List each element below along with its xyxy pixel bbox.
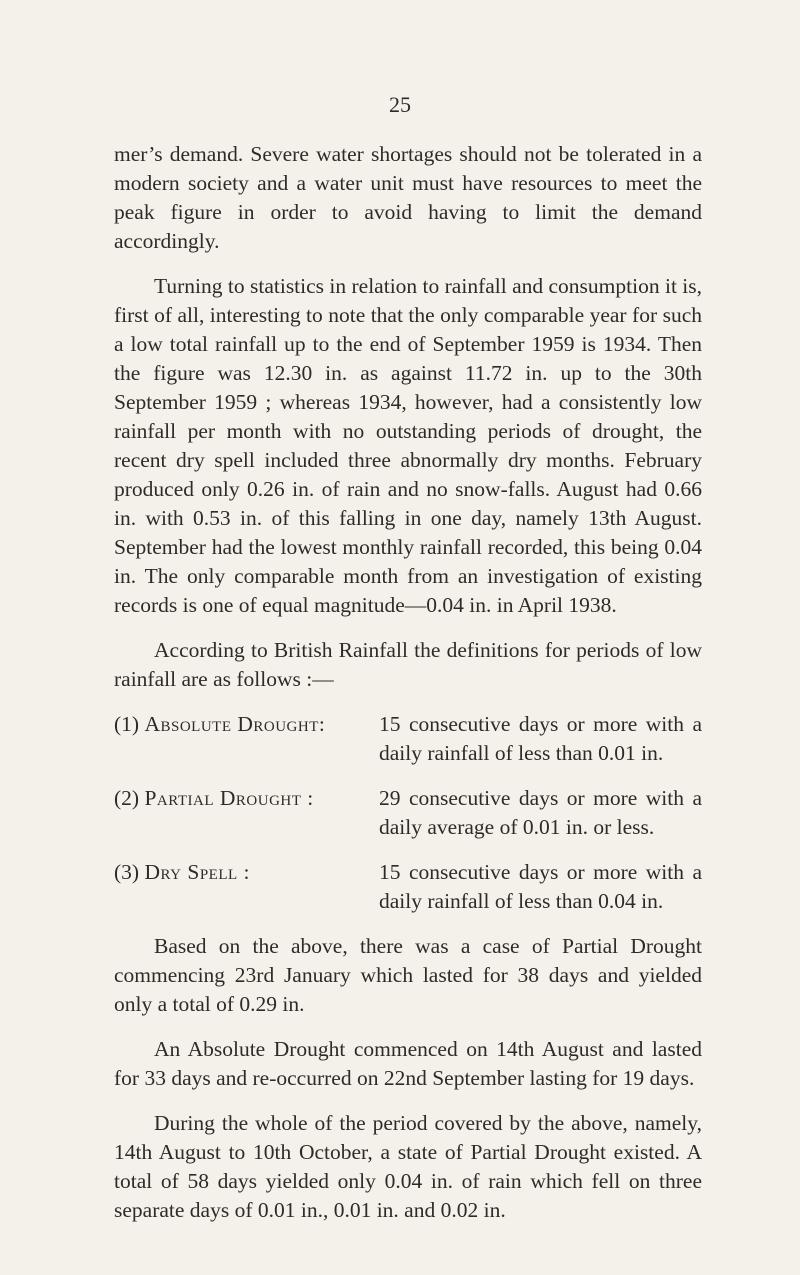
- definition-description: 15 consecutive days or more with a daily rainfall of less than 0.01 in.: [379, 712, 702, 765]
- paragraph: An Absolute Drought commenced on 14th August and lasted for 33 days and re-occurred on 22nd September lasting for 19 days.: [114, 1037, 702, 1090]
- definition-term: [114, 858, 379, 916]
- paragraph: Based on the above, there was a case of Partial Drought commencing 23rd January which lasted for 38 days and yielded only a total of 0.29 in.: [114, 934, 702, 1016]
- definition-description: 29 consecutive days or more with a daily average of 0.01 in. or less.: [379, 786, 702, 839]
- page-number: 25: [389, 92, 411, 117]
- definitions-list: [114, 710, 702, 916]
- definition-number: (3): [114, 860, 140, 884]
- paragraph: Turning to statistics in relation to rainfall and consumption it is, first of all, interesting to note that the only comparable year for such a low total rainfall up to the end of September 1959 is 1934. Then the figure was 12.30 in. as against 11.72 in. up to the 30th September 1959 ; whereas 1934, however, had a consistently low rainfall per month with no outstanding periods of drought, the recent dry spell included three abnormally dry months. February produced only 0.26 in. of rain and no snow-falls. August had 0.66 in. with 0.53 in. of this falling in one day, namely 13th August. September had the lowest monthly rainfall recorded, this being 0.04 in. The only comparable month from an investigation of existing records is one of equal magnitude—0.04 in. in April 1938.: [114, 274, 703, 617]
- definition-number: (2): [114, 786, 140, 810]
- definition-term: [114, 784, 379, 842]
- definition-item: [114, 784, 702, 842]
- definition-item: [114, 710, 702, 768]
- definition-label: Dry Spell :: [144, 860, 251, 884]
- body-text: [114, 140, 702, 1241]
- definition-description: 15 consecutive days or more with a daily rainfall of less than 0.04 in.: [379, 860, 702, 913]
- paragraph: mer’s demand. Severe water shortages should not be tolerated in a modern society and a water unit must have resources to meet the peak figure in order to avoid having to limit the demand accordingly.: [114, 142, 702, 253]
- definition-term: [114, 710, 379, 768]
- definition-label: Partial Drought :: [144, 786, 314, 810]
- paragraph: During the whole of the period covered by the above, namely, 14th August to 10th October, a state of Partial Drought existed. A total of 58 days yielded only 0.04 in. of rain which fell on three separate days of 0.01 in., 0.01 in. and 0.02 in.: [114, 1111, 702, 1222]
- definition-label: Absolute Drought:: [144, 712, 326, 736]
- definition-item: [114, 858, 702, 916]
- definition-number: (1): [114, 712, 140, 736]
- paragraph: According to British Rainfall the definitions for periods of low rainfall are as follows :—: [114, 638, 702, 691]
